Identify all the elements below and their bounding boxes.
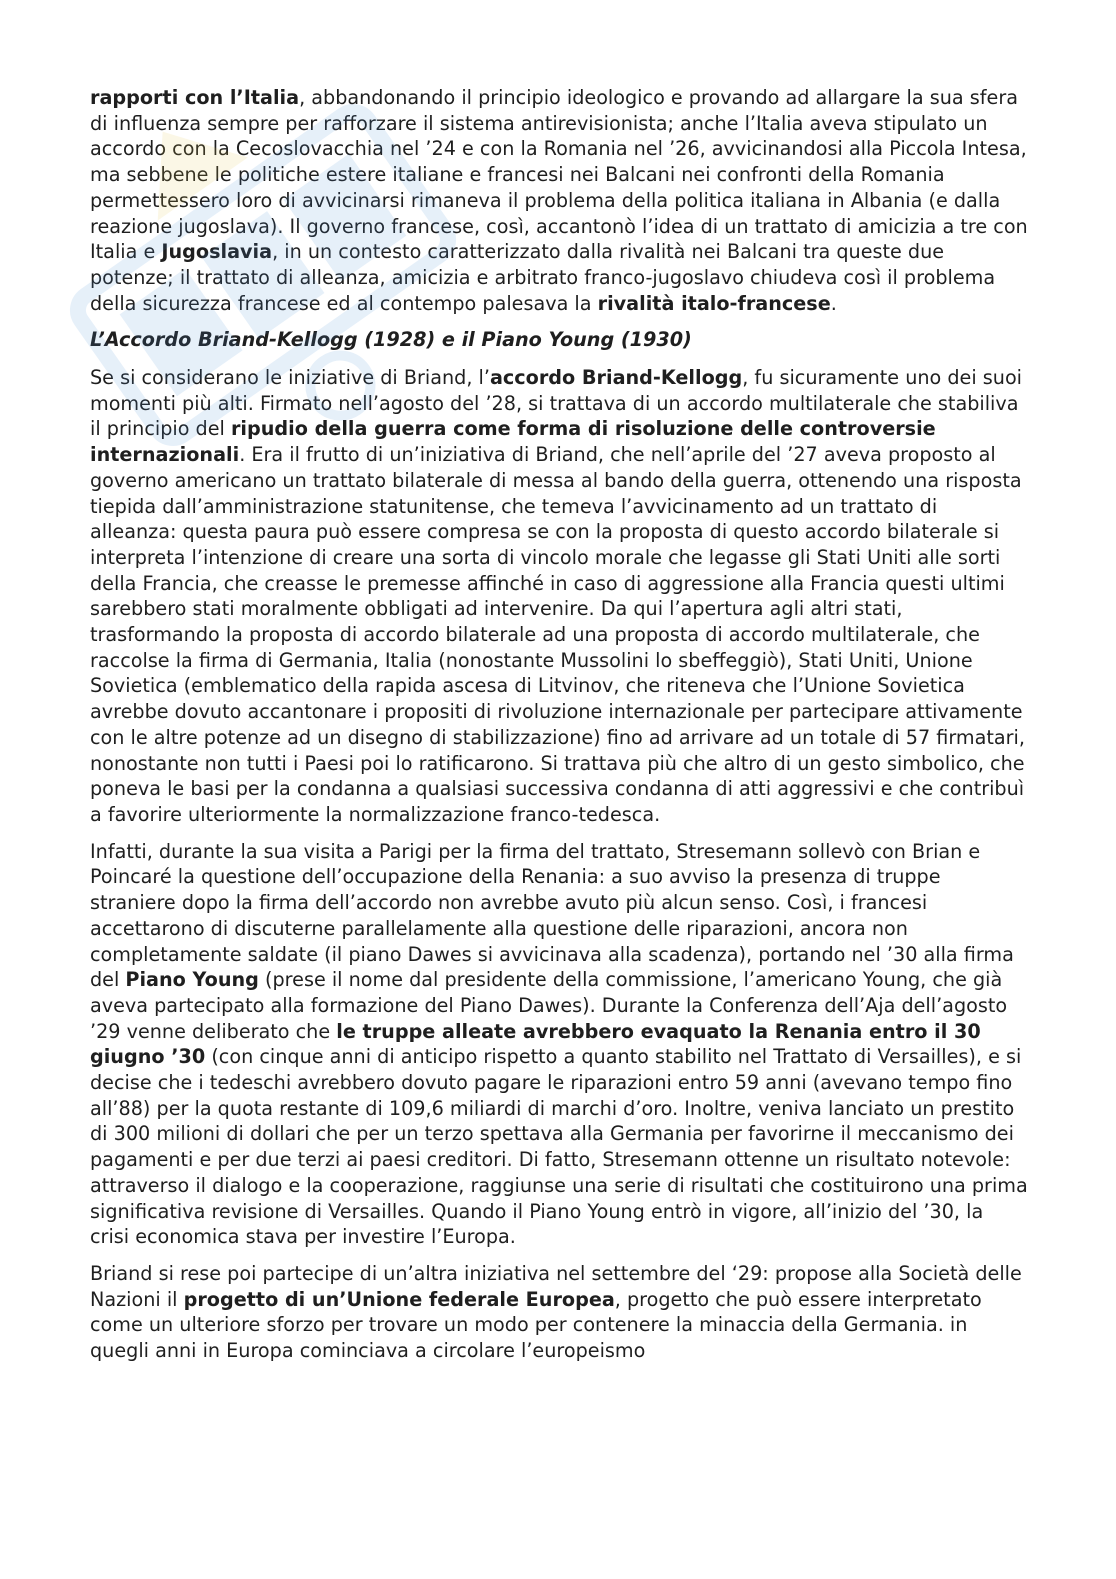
text-run: Infatti, durante la sua visita a Parigi per la firma del trattato, Stresemann sollevò con Brian e Poincaré la questione dell’occupazione della Renania: a suo avviso la presenza di truppe straniere dopo la firma dell’accordo non avrebbe avuto più alcun senso. Così, i francesi accettarono di discuterne parallelamente alla questione delle riparazioni, ancora non completamente saldate (il piano Dawes si avvicinava alla scadenza), portando nel ’30 alla firma del [90,839,1014,992]
section-heading: L’Accordo Briand-Kellogg (1928) e il Piano Young (1930) [90,328,692,352]
bold-phrase: ripudio della guerra come forma di risoluzione delle controversie internazionali [90,417,936,467]
text-run: (con cinque anni di anticipo rispetto a quanto stabilito nel Trattato di Versailles), e si decise che i tedeschi avrebbero dovuto pagare le riparazioni entro 59 anni (avevano tempo fino all’88) per la quota restante di 109,6 miliardi di marchi d’oro. Inoltre, veniva lanciato un prestito di 300 milioni di dollari che per un terzo spettava alla Germania per favorirne il meccanismo dei pagamenti e per due terzi ai paesi creditori. Di fatto, Stresemann ottenne un risultato notevole: attraverso il dialogo e la cooperazione, raggiunse una serie di risultati che costituirono una prima significativa revisione di Versailles. Quando il Piano Young entrò in vigore, all’inizio del ’30, la crisi economica stava per investire l’Europa. [90,1045,1028,1249]
bold-phrase: Jugoslavia [161,240,273,264]
text-run: , fu sicuramente uno dei suoi momenti più alti. Firmato nell’agosto del ’28, si trattava di un accordo multilaterale che stabiliva il principio del [90,366,1023,441]
text-run: Briand si rese poi partecipe di un’altra iniziativa nel settembre del ‘29: propose alla Società delle Nazioni il [90,1261,1022,1311]
text-run: , in un contesto caratterizzato dalla rivalità nei Balcani tra queste due potenze; il trattato di alleanza, amicizia e arbitrato franco-jugoslavo chiudeva così il problema della sicurezza francese ed al contempo palesava la [90,240,996,315]
bold-phrase: accordo Briand-Kellogg [489,366,743,390]
text-run: . [830,291,837,315]
text-run: (prese il nome dal presidente della commissione, l’americano Young, che già aveva partecipato alla formazione del Piano Dawes). Durante la Conferenza dell’Aja dell’agosto ’29 venne deliberato che [90,968,1008,1043]
bold-phrase: rapporti con l’Italia [90,86,300,109]
text-run: , progetto che può essere interpretato come un ulteriore sforzo per trovare un modo per contenere la minaccia della Germania. in quegli anni in Europa cominciava a circolare l’europeismo [90,1287,982,1363]
text-run: Se si considerano le iniziative di Briand, l’ [90,366,490,390]
bold-phrase: rivalità italo-francese [597,291,831,315]
paragraph-1 [90,85,1028,316]
bold-phrase: progetto di un’Unione federale Europea [183,1287,615,1311]
paragraph-3 [90,839,1028,1250]
bold-phrase: le truppe alleate avrebbero evaquato la Renania entro il 30 giugno ’30 [90,1019,981,1069]
text-run: , abbandonando il principio ideologico e provando ad allargare la sua sfera di influenza sempre per rafforzare il sistema antirevisionista; anche l’Italia aveva stipulato un accordo con la Cecoslovacchia nel ’24 e con la Romania nel ’26, avvicinandosi alla Piccola Intesa, ma sebbene le politiche estere italiane e francesi nei Balcani nei confronti della Romania permettessero loro di avvicinarsi rimaneva il problema della politica italiana in Albania (e dalla reazione jugoslava). Il governo francese, così, accantonò l’idea di un trattato di amicizia a tre con Italia e [90,86,1028,264]
text-run: . Era il frutto di un’iniziativa di Briand, che nell’aprile del ’27 aveva proposto al governo americano un trattato bilaterale di messa al bando della guerra, ottenendo una risposta tiepida dall’amministrazione statunitense, che temeva l’avvicinamento ad un trattato di alleanza: questa paura può essere compresa se con la proposta di questo accordo bilaterale si interpreta l’intenzione di creare una sorta di vincolo morale che legasse gli Stati Uniti alle sorti della Francia, che creasse le premesse affinché in caso di aggressione alla Francia questi ultimi sarebbero stati moralmente obbligati ad intervenire. Da qui l’apertura agli altri stati, trasformando la proposta di accordo bilaterale ad una proposta di accordo multilaterale, che raccolse la firma di Germania, Italia (nonostante Mussolini lo sbeffeggiò), Stati Uniti, Unione Sovietica (emblematico della rapida ascesa di Litvinov, che riteneva che l’Unione Sovietica avrebbe dovuto accantonare i propositi di rivoluzione internazionale per partecipare attivamente con le altre potenze ad un disegno di stabilizzazione) fino ad arrivare ad un totale di 57 firmatari, nonostante non tutti i Paesi poi lo ratificarono. Si trattava più che altro di un gesto simbolico, che poneva le basi per la condanna a qualsiasi successiva condanna di atti aggressivi e che contribuì a favorire ulteriormente la normalizzazione franco-tedesca. [90,443,1025,826]
bold-phrase: Piano Young [125,968,259,992]
paragraph-2 [90,365,1028,828]
paragraph-4 [90,1261,1028,1364]
